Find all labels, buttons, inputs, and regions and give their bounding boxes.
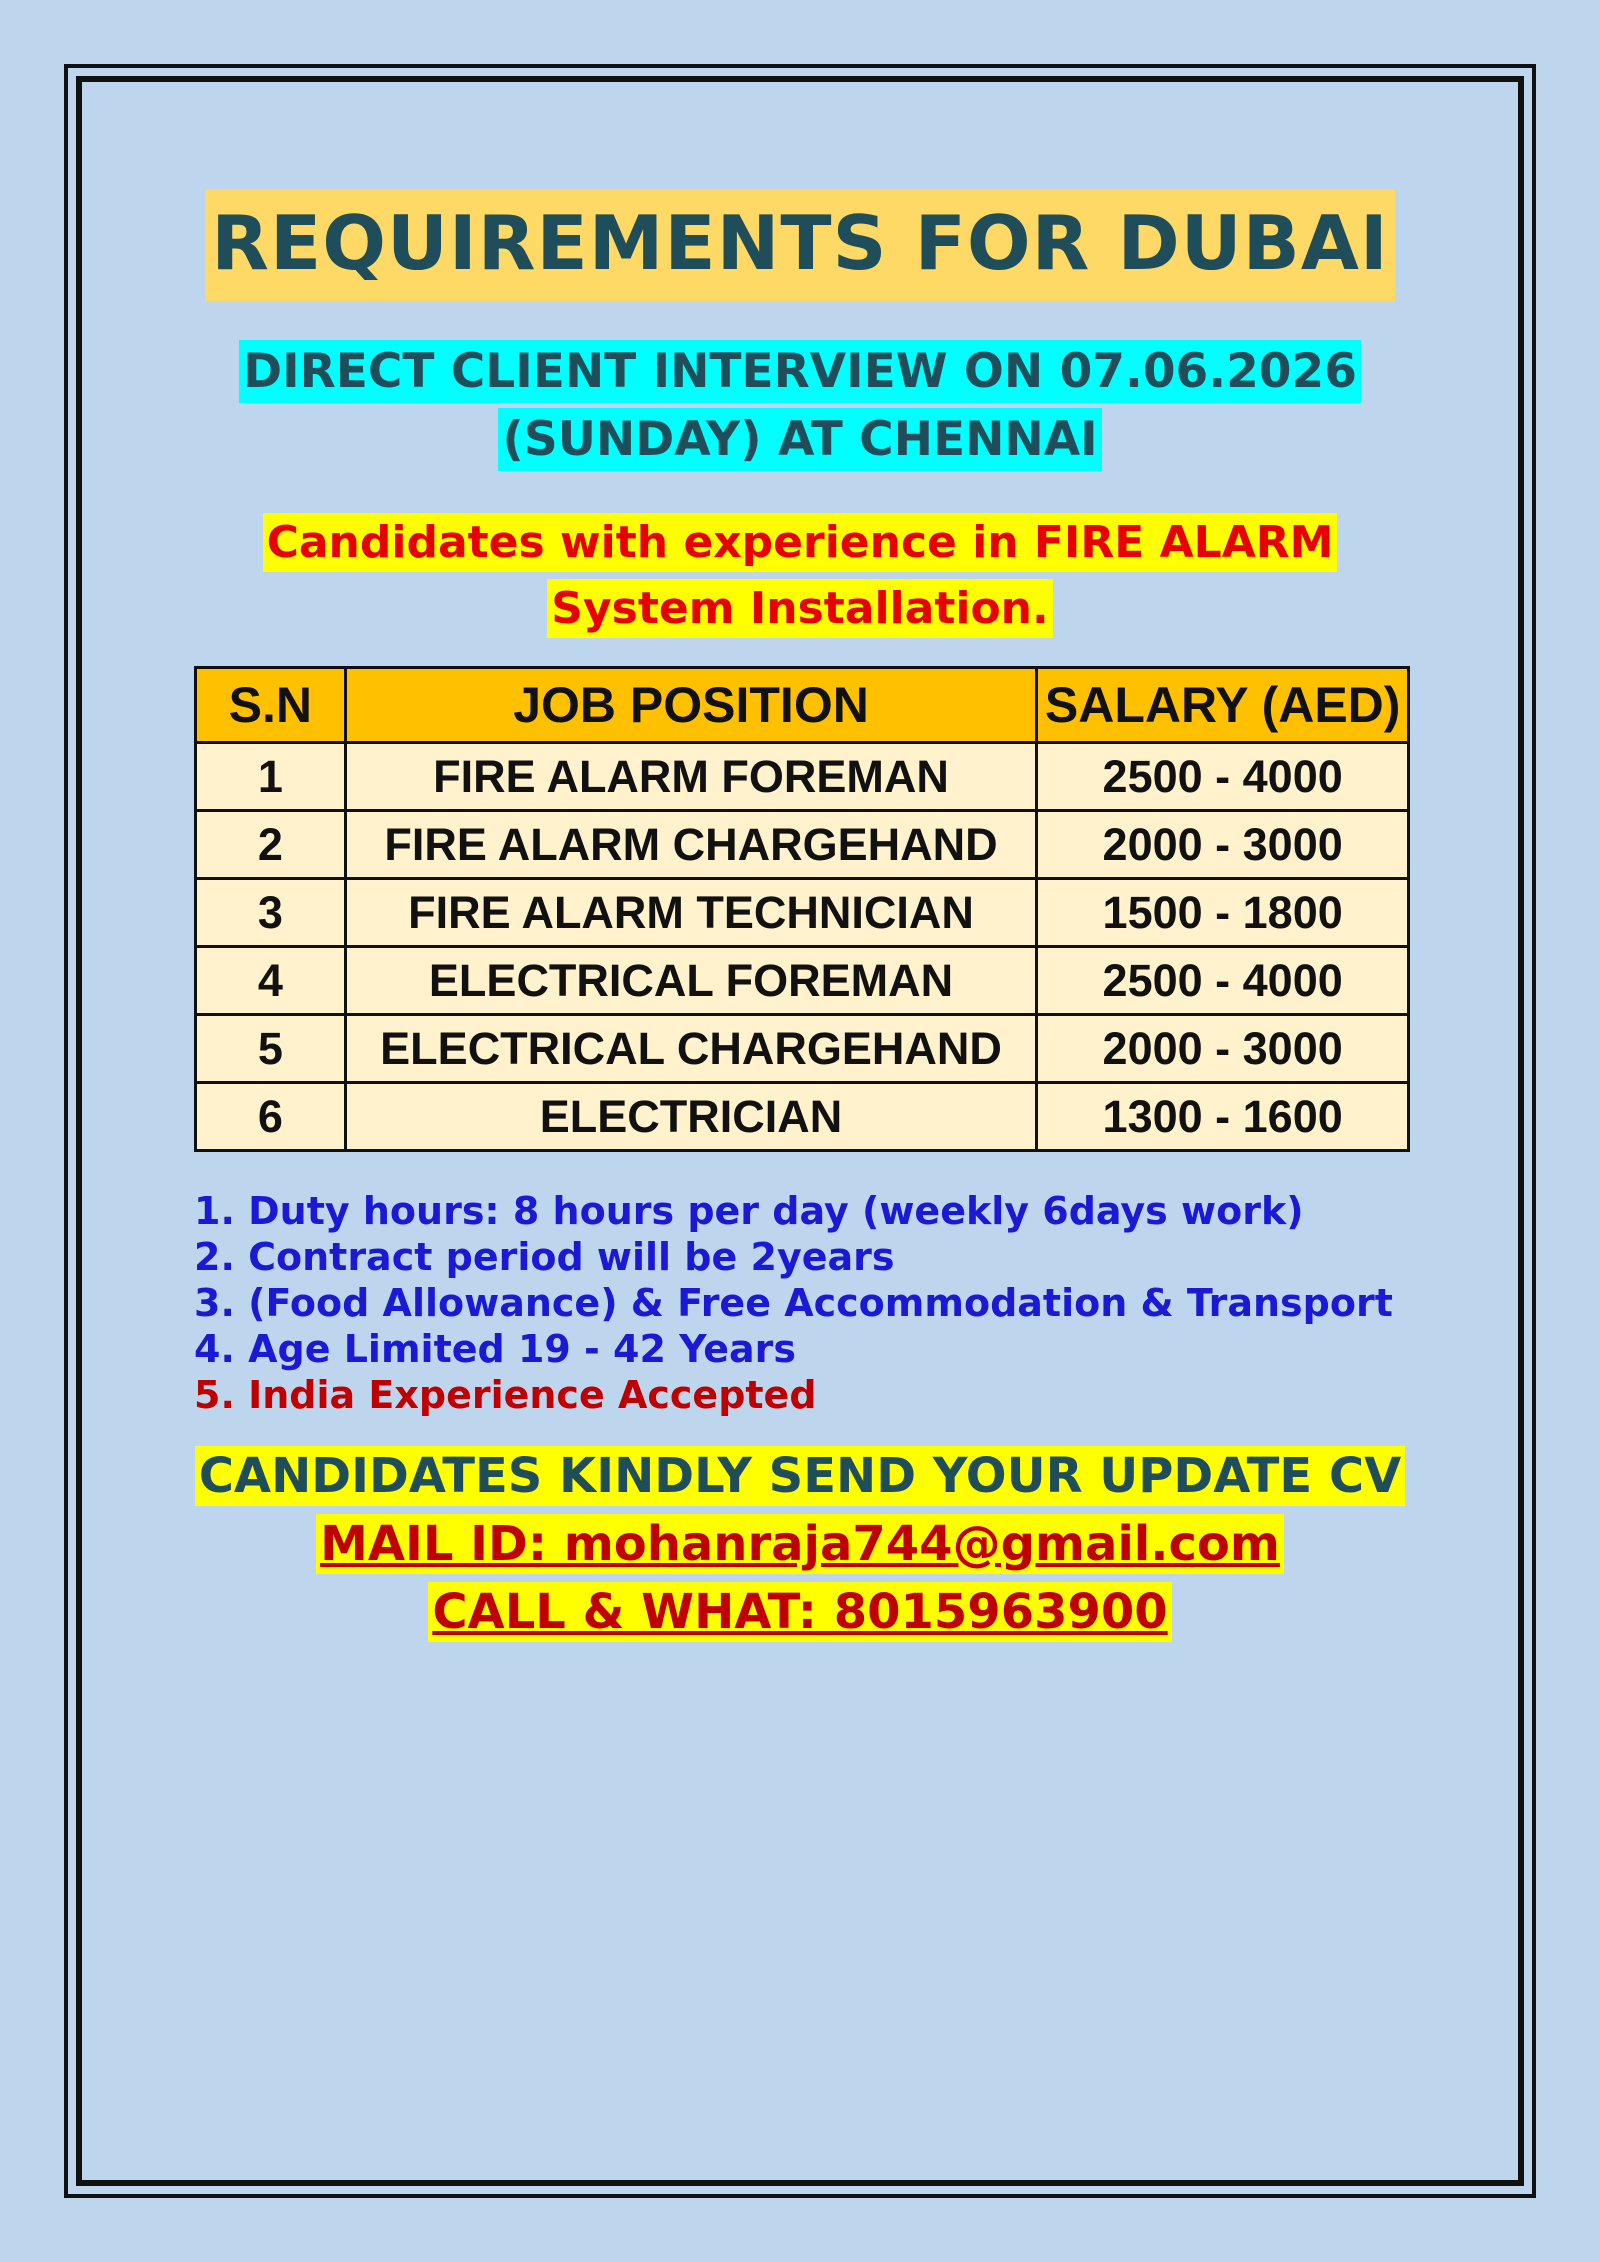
cell-sn: 2: [196, 811, 346, 879]
contact-phone-row: [0, 1578, 1600, 1646]
candidates-requirement: [0, 510, 1600, 642]
table-row: [196, 811, 1409, 879]
contact-phone-link[interactable]: CALL & WHAT: 8015963900: [428, 1582, 1171, 1642]
page-title: [0, 188, 1600, 298]
contact-email-link[interactable]: MAIL ID: mohanraja744@gmail.com: [316, 1514, 1284, 1574]
contact-section: [0, 1442, 1600, 1646]
term-contract-period: 2. Contract period will be 2years: [194, 1235, 895, 1279]
cell-sn: 6: [196, 1083, 346, 1151]
cell-position: ELECTRICAL CHARGEHAND: [345, 1015, 1037, 1083]
candidates-requirement-line1: Candidates with experience in FIRE ALARM: [263, 513, 1338, 572]
cell-sn: 5: [196, 1015, 346, 1083]
cell-sn: 3: [196, 879, 346, 947]
job-table-header-row: [196, 668, 1409, 743]
cell-salary: 1300 - 1600: [1037, 1083, 1409, 1151]
cell-position: ELECTRICIAN: [345, 1083, 1037, 1151]
page-title-text: REQUIREMENTS FOR DUBAI: [205, 189, 1395, 301]
term-benefits: 3. (Food Allowance) & Free Accommodation & Transport: [194, 1281, 1393, 1325]
term-experience: 5. India Experience Accepted: [194, 1373, 817, 1417]
contact-cta: [0, 1442, 1600, 1510]
cell-position: FIRE ALARM FOREMAN: [345, 743, 1037, 811]
cell-sn: 4: [196, 947, 346, 1015]
candidates-requirement-line2: System Installation.: [547, 579, 1052, 638]
header-sn: S.N: [196, 668, 346, 743]
table-row: [196, 743, 1409, 811]
job-table: [194, 666, 1410, 1152]
table-row: [196, 879, 1409, 947]
term-age-limit: 4. Age Limited 19 - 42 Years: [194, 1327, 796, 1371]
table-row: [196, 947, 1409, 1015]
cell-salary: 2000 - 3000: [1037, 811, 1409, 879]
header-job-position: JOB POSITION: [345, 668, 1037, 743]
cell-position: FIRE ALARM CHARGEHAND: [345, 811, 1037, 879]
cell-sn: 1: [196, 743, 346, 811]
contact-email-row: [0, 1510, 1600, 1578]
interview-notice-line1: DIRECT CLIENT INTERVIEW ON 07.06.2026: [239, 340, 1361, 403]
cell-salary: 2000 - 3000: [1037, 1015, 1409, 1083]
interview-notice-line2: (SUNDAY) AT CHENNAI: [498, 408, 1101, 471]
cell-position: FIRE ALARM TECHNICIAN: [345, 879, 1037, 947]
term-duty-hours: 1. Duty hours: 8 hours per day (weekly 6days work): [194, 1189, 1304, 1233]
cell-salary: 2500 - 4000: [1037, 947, 1409, 1015]
cell-salary: 1500 - 1800: [1037, 879, 1409, 947]
interview-notice: [0, 338, 1600, 474]
table-row: [196, 1083, 1409, 1151]
contact-cta-text: CANDIDATES KINDLY SEND YOUR UPDATE CV: [195, 1446, 1406, 1506]
cell-salary: 2500 - 4000: [1037, 743, 1409, 811]
terms-list: [194, 1188, 1494, 1418]
header-salary: SALARY (AED): [1037, 668, 1409, 743]
table-row: [196, 1015, 1409, 1083]
cell-position: ELECTRICAL FOREMAN: [345, 947, 1037, 1015]
